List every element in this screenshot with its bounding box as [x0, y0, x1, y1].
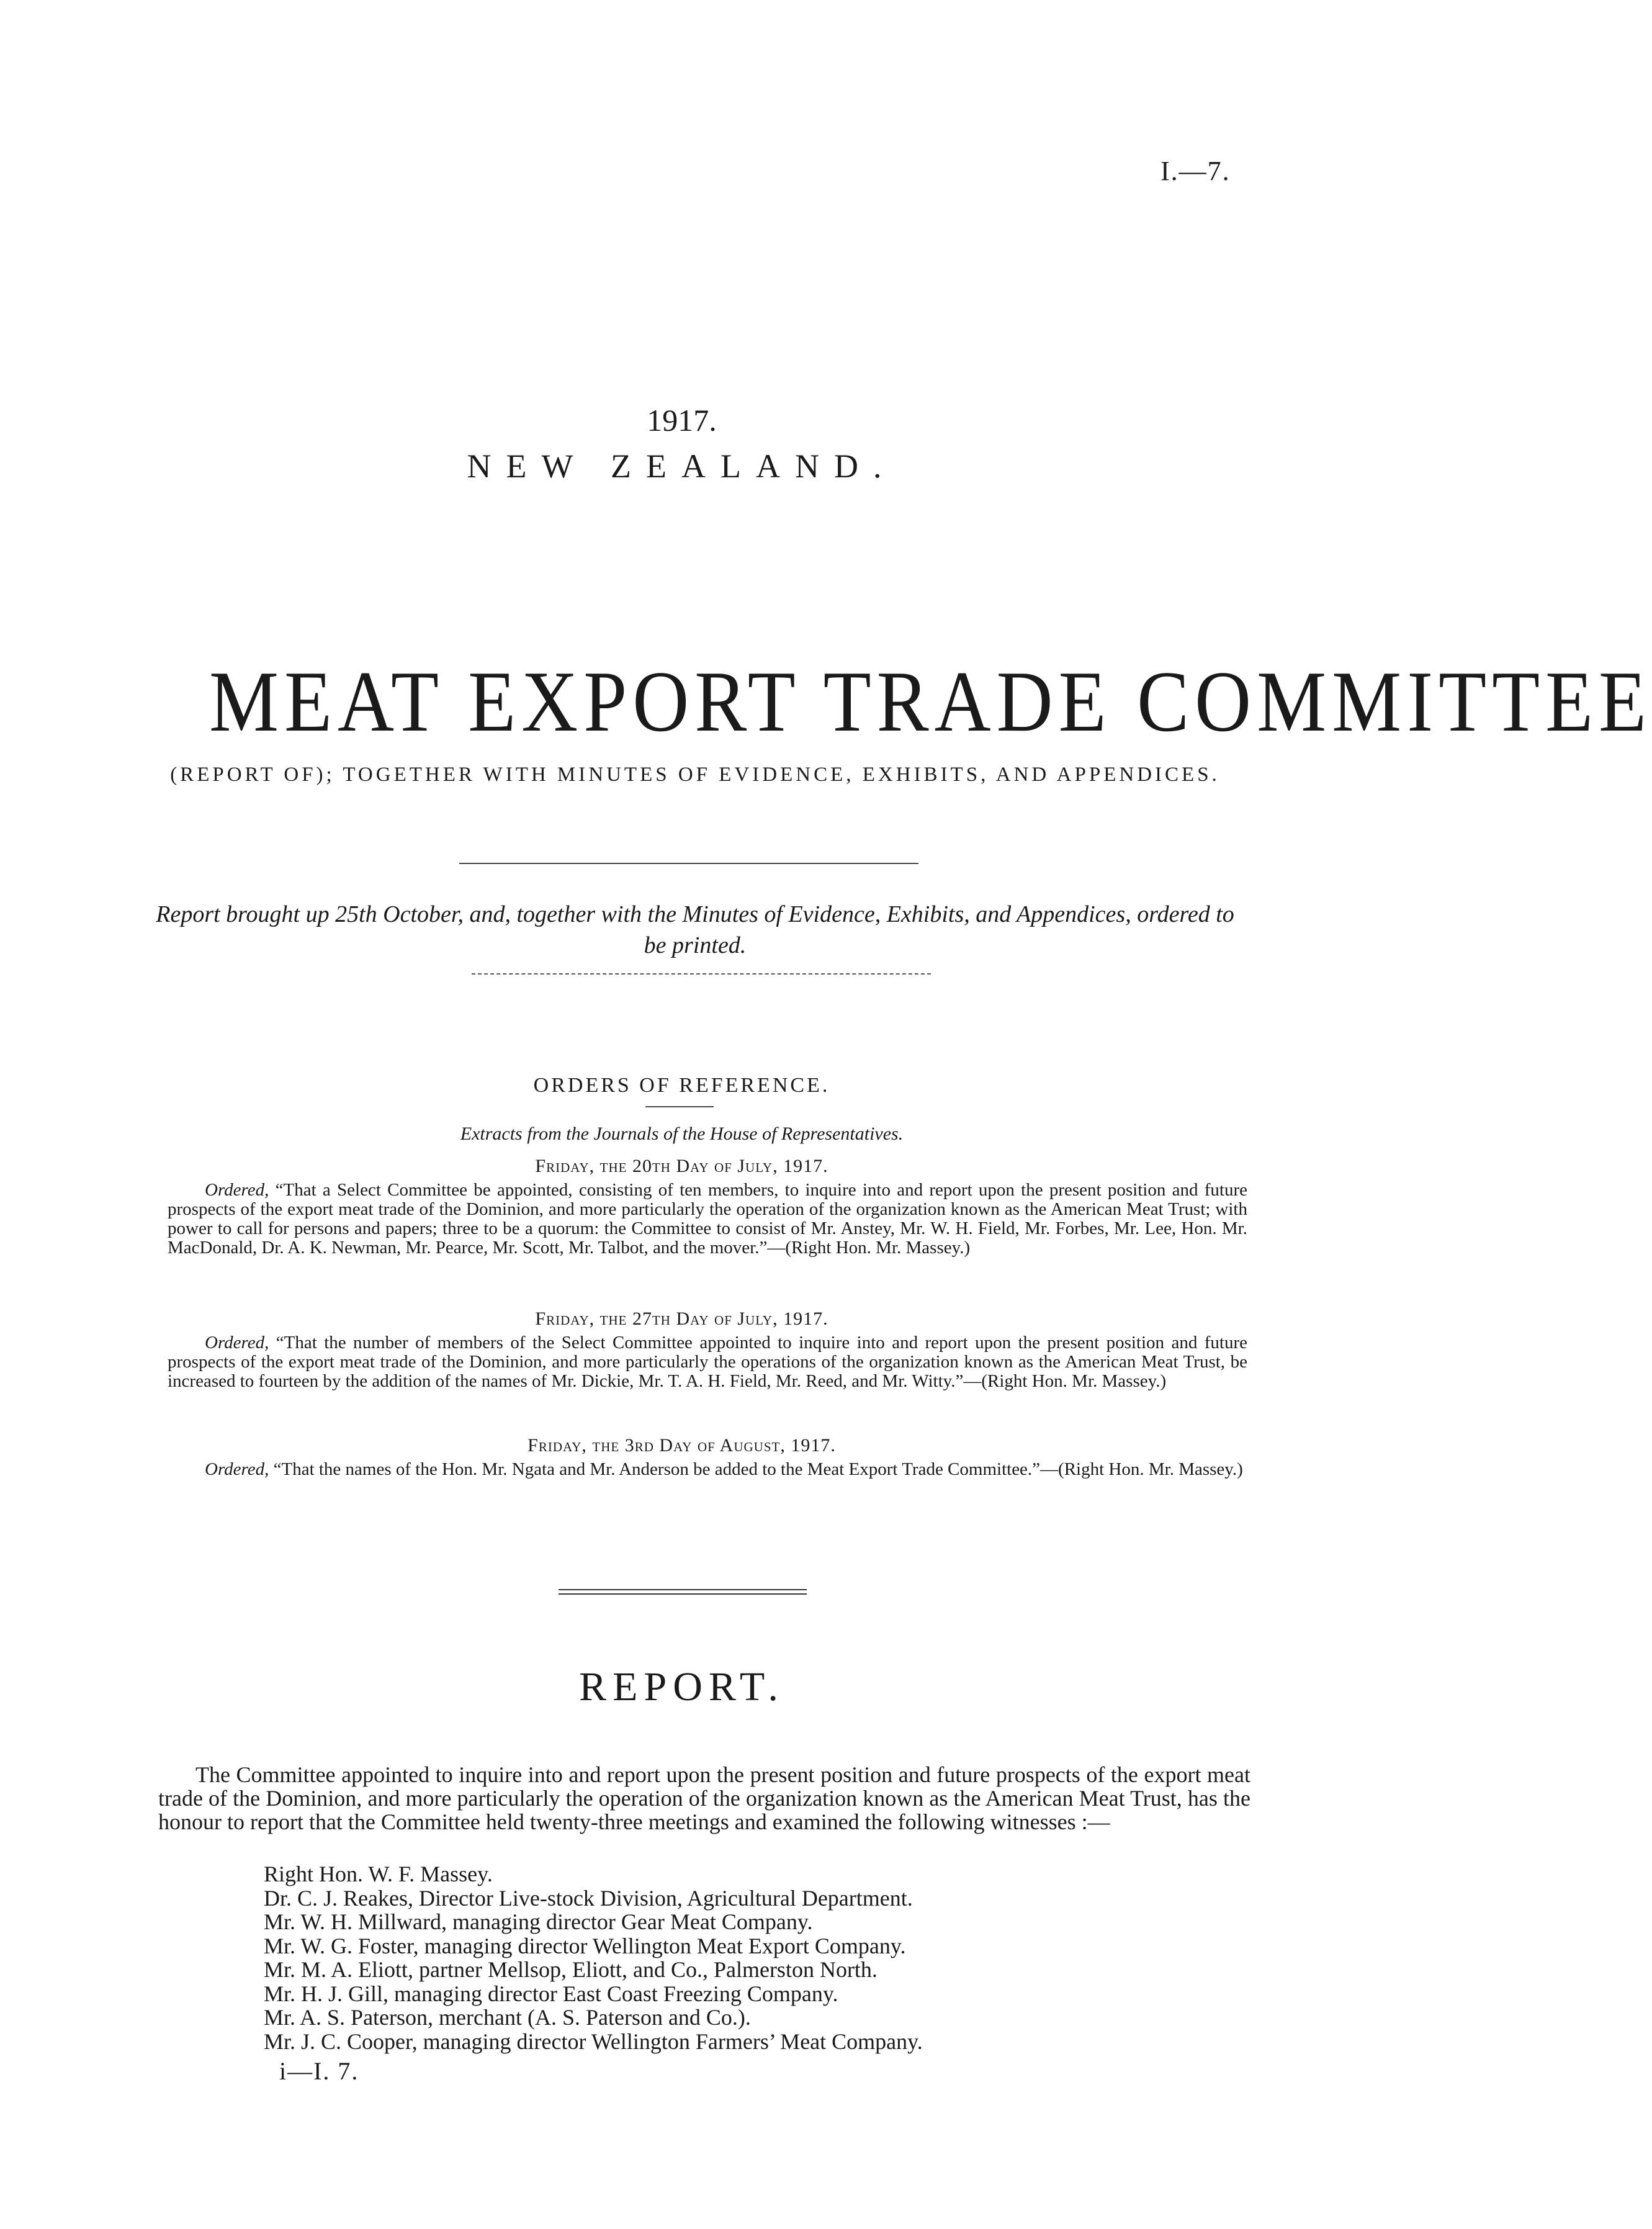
order-lead: Ordered, [205, 1459, 269, 1479]
order-body: “That the names of the Hon. Mr. Ngata and Mr. Anderson be added to the Meat Export Trade Committee.”—(Right Hon. Mr. Massey.) [269, 1459, 1243, 1479]
document-year: 1917. [647, 403, 717, 438]
witness-item: Mr. J. C. Cooper, managing director Wellington Farmers’ Meat Company. [264, 2029, 923, 2054]
witness-item: Dr. C. J. Reakes, Director Live-stock Division, Agricultural Department. [264, 1885, 913, 1911]
order-paragraph [168, 1181, 1247, 1258]
order-lead: Ordered, [205, 1180, 269, 1200]
order-body: “That a Select Committee be appointed, consisting of ten members, to inquire into and report upon the present position and future prospects of the export meat trade of the Dominion, and more particularly the operation of the organization known as the American Meat Trust; with power to call for persons and papers; three to be a quorum: the Committee to consist of Mr. Anstey, Mr. W. H. Field, Mr. Forbes, Mr. Lee, Hon. Mr. MacDonald, Dr. A. K. Newman, Mr. Pearce, Mr. Scott, Mr. Talbot, and the mover.”—(Right Hon. Mr. Massey.) [168, 1180, 1247, 1258]
order-lead: Ordered, [205, 1333, 269, 1353]
short-divider [645, 1106, 714, 1107]
order-paragraph [168, 1460, 1247, 1479]
order-paragraph [168, 1333, 1247, 1391]
divider-rule [472, 973, 931, 975]
witness-item: Mr. H. J. Gill, managing director East Coast Freezing Company. [264, 1981, 838, 2006]
country-heading: NEW ZEALAND. [467, 448, 897, 485]
witness-item: Mr. W. G. Foster, managing director Wellington Meat Export Company. [264, 1933, 906, 1958]
witness-list [264, 1862, 923, 2053]
divider-rule [459, 863, 918, 864]
page-reference: I.—7. [1160, 156, 1231, 186]
signature-mark: i—I. 7. [279, 2057, 359, 2085]
document-subtitle: (REPORT OF); TOGETHER WITH MINUTES OF EVIDENCE, EXHIBITS, AND APPENDICES. [170, 763, 1220, 786]
section-divider [559, 1589, 807, 1590]
witness-item: Right Hon. W. F. Massey. [264, 1862, 493, 1886]
order-date: Friday, the 20th Day of July, 1917. [535, 1156, 828, 1176]
brought-up-note: Report brought up 25th October, and, together with the Minutes of Evidence, Exhibits, and Appendices, ordered to be printed. [156, 901, 1234, 958]
orders-of-reference-heading: ORDERS OF REFERENCE. [533, 1074, 830, 1097]
section-divider [559, 1593, 807, 1595]
extracts-caption: Extracts from the Journals of the House of Representatives. [460, 1124, 904, 1144]
report-heading: REPORT. [579, 1664, 784, 1709]
order-date: Friday, the 3rd Day of August, 1917. [527, 1435, 836, 1456]
order-body: “That the number of members of the Select Committee appointed to inquire into and report upon the present position and future prospects of the export meat trade of the Dominion, and more particularly the operations of the organization known as the American Meat Trust, be increased to fourteen by the addition of the names of Mr. Dickie, Mr. T. A. H. Field, Mr. Reed, and Mr. Witty.”—(Right Hon. Mr. Massey.) [168, 1333, 1247, 1391]
witness-item: Mr. A. S. Paterson, merchant (A. S. Paterson and Co.). [264, 2005, 751, 2030]
order-date: Friday, the 27th Day of July, 1917. [535, 1308, 828, 1329]
report-intro-text: The Committee appointed to inquire into and report upon the present position and future prospects of the export meat trade of the Dominion, and more particularly the operation of the organization known as the American Meat Trust, has the honour to report that the Committee held twenty-three meetings and examined the following witnesses :— [158, 1762, 1250, 1834]
witness-item: Mr. W. H. Millward, managing director Gear Meat Company. [264, 1909, 813, 1934]
witness-item: Mr. M. A. Eliott, partner Mellsop, Eliott, and Co., Palmerston North. [264, 1957, 878, 1982]
document-title: MEAT EXPORT TRADE COMMITTEE [209, 654, 1652, 750]
report-intro [158, 1763, 1250, 1834]
